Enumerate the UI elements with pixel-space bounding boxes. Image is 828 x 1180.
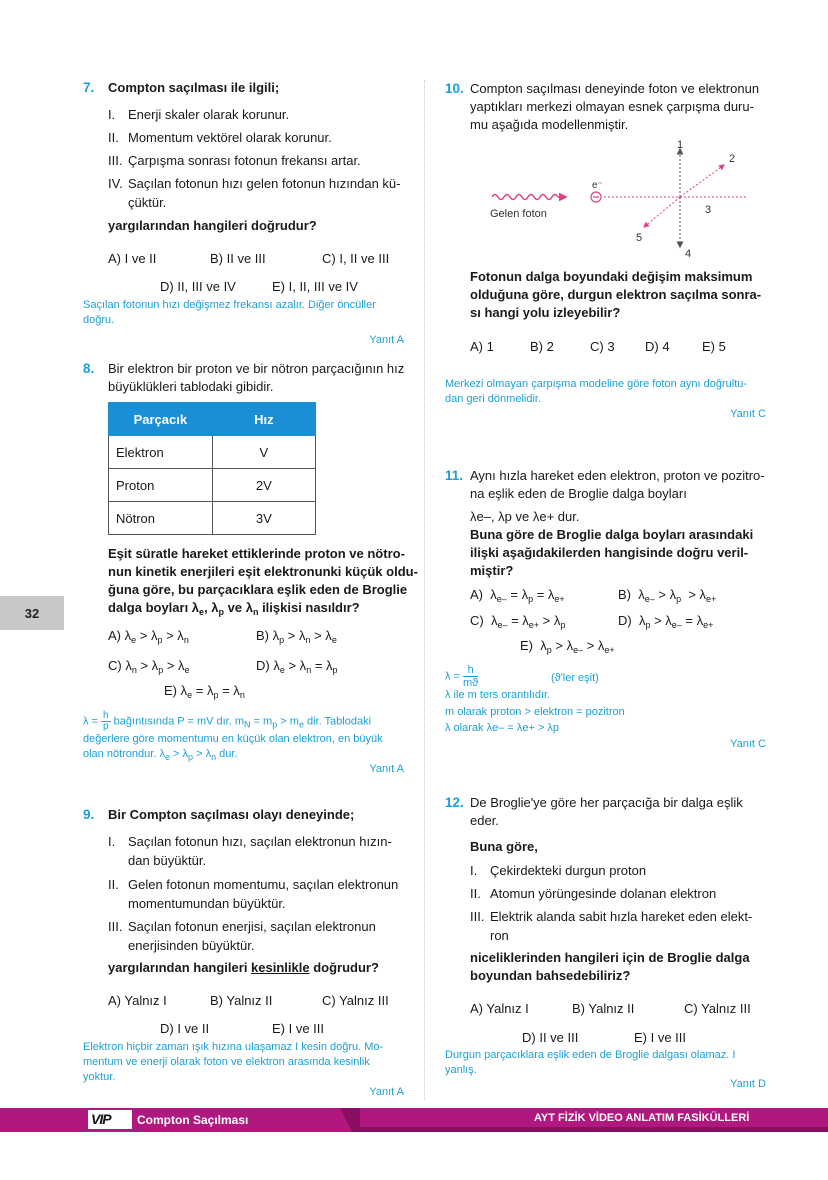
q9-solution-line-2: mentum ve enerji olarak foton ve elektron arasında kesinlik — [83, 1056, 370, 1068]
q11-solution-note: (ϑ'ler eşit) — [551, 672, 599, 684]
q8-stem-2: büyüklükleri tablodaki gibidir. — [108, 379, 274, 394]
page-number: 32 — [0, 596, 64, 630]
q10-answer: Yanıt C — [730, 408, 766, 420]
q8-option-a[interactable]: A) $\lambda_e > \lambda_p > \lambda_n$ — [108, 628, 189, 645]
column-divider — [424, 80, 425, 1100]
path-label-3: 3 — [705, 204, 712, 216]
q12-stem-1: De Broglie'ye göre her parçacığa bir dalga eşlik — [470, 795, 743, 810]
q11-option-b[interactable]: B) $\lambda_{e-} > \lambda_p > \lambda_{e+}$ — [618, 587, 717, 604]
q11-question-3: miştir? — [470, 563, 514, 578]
compton-collision-diagram — [480, 135, 770, 260]
q8-question-4: dalga boyları $\lambda_e$, $\lambda_p$ ve $\lambda_n$ ilişkisi nasıldır? — [108, 600, 360, 617]
path-label-5: 5 — [636, 232, 643, 244]
q10-solution-line-1: Merkezi olmayan çarpışma modeline göre foton aynı doğrultu- — [445, 378, 748, 390]
q12-option-e[interactable]: E) I ve III — [634, 1030, 687, 1045]
q10-stem-3: mu aşağıda modellenmiştir. — [470, 117, 629, 132]
q8-option-e[interactable]: E) $\lambda_e = \lambda_p = \lambda_n$ — [164, 683, 245, 700]
q7-solution-line-1: Saçılan fotonun hızı değişmez frekansı azalır. Diğer öncüller — [83, 299, 376, 311]
q11-solution-line-1: λ ile m ters orantılıdır. — [445, 689, 551, 701]
q12-option-d[interactable]: D) II ve III — [522, 1030, 579, 1045]
q8-solution-line-1: λ = $\frac{h}{p}$ bağıntısında P = mV dır. $m_N = m_p > m_e$ dir. Tablodaki — [83, 710, 372, 732]
q8-speed-table — [108, 402, 316, 535]
q12-solution-line-1: Durgun parçacıklara eşlik eden de Broglie dalgası olamaz. I — [445, 1049, 736, 1061]
q9-question: yargılarından hangileri kesinlikle doğrudur? — [108, 960, 379, 975]
q11-option-d[interactable]: D) $\lambda_p > \lambda_{e-} = \lambda_{e+}$ — [618, 613, 714, 630]
incoming-photon-wave — [492, 195, 558, 200]
q7-option-b[interactable]: B) II ve III — [210, 251, 266, 266]
q9-solution-line-1: Elektron hiçbir zaman ışık hızına ulaşamaz I kesin doğru. Mo- — [83, 1041, 384, 1053]
q9-item-2-cont: momentumundan büyüktür. — [128, 896, 286, 911]
q11-stem-1: Aynı hızla hareket eden elektron, proton ve pozitro- — [470, 468, 765, 483]
q7-solution-line-2: doğru. — [83, 314, 115, 326]
table-cell: V — [212, 436, 315, 469]
q7-item-4: IV. Saçılan fotonun hızı gelen fotonun hızından kü- — [108, 176, 401, 191]
q12-option-b[interactable]: B) Yalnız II — [572, 1001, 635, 1016]
q10-option-d[interactable]: D) 4 — [645, 339, 670, 354]
q10-stem-1: Compton saçılması deneyinde foton ve elektronun — [470, 81, 760, 96]
path-5-line — [644, 197, 680, 227]
q8-question-2: nun kinetik enerjileri eşit elektronunki küçük oldu- — [108, 564, 418, 579]
q11-option-e[interactable]: E) $\lambda_p > \lambda_{e-} > \lambda_{e+}$ — [520, 638, 615, 655]
q7-question: yargılarından hangileri doğrudur? — [108, 218, 317, 233]
footer-series: AYT FİZİK VİDEO ANLATIM FASİKÜLLERİ — [534, 1112, 750, 1124]
path-label-1: 1 — [677, 139, 684, 151]
q11-question-2: ilişki aşağıdakilerden hangisinde doğru veril- — [470, 545, 749, 560]
q12-item-1: I. Çekirdekteki durgun proton — [470, 863, 647, 878]
q11-solution-line-3: λ olarak λe– = λe+ > λp — [445, 722, 560, 734]
q8-option-d[interactable]: D) $\lambda_e > \lambda_n = \lambda_p$ — [256, 658, 338, 675]
q8-option-c[interactable]: C) $\lambda_n > \lambda_p > \lambda_e$ — [108, 658, 190, 675]
q11-answer: Yanıt C — [730, 738, 766, 750]
q7-option-a[interactable]: A) I ve II — [108, 251, 157, 266]
q12-option-c[interactable]: C) Yalnız III — [684, 1001, 751, 1016]
q10-option-b[interactable]: B) 2 — [530, 339, 554, 354]
q9-number: 9. — [83, 807, 95, 822]
incoming-photon-label: Gelen foton — [490, 208, 547, 220]
q9-option-b[interactable]: B) Yalnız II — [210, 993, 273, 1008]
q10-option-c[interactable]: C) 3 — [590, 339, 615, 354]
q10-solution-line-2: dan geri dönmelidir. — [445, 393, 542, 405]
table-header-particle: Parçacık — [109, 403, 213, 436]
q11-solution-line-2: m olarak proton > elektron = pozitron — [445, 706, 625, 718]
q9-item-3: III. Saçılan fotonun enerjisi, saçılan elektronun — [108, 919, 376, 934]
q10-stem-2: yaptıkları merkezi olmayan esnek çarpışma duru- — [470, 99, 754, 114]
q7-option-c[interactable]: C) I, II ve III — [322, 251, 390, 266]
q12-number: 12. — [445, 795, 464, 810]
q11-stem-2: na eşlik eden de Broglie dalga boyları — [470, 486, 687, 501]
q12-answer: Yanıt D — [730, 1078, 766, 1090]
q11-question-1: Buna göre de Broglie dalga boyları arasındaki — [470, 527, 754, 542]
q12-solution-line-2: yanlış. — [445, 1064, 477, 1076]
q7-item-3: III. Çarpışma sonrası fotonun frekansı artar. — [108, 153, 361, 168]
q7-answer: Yanıt A — [369, 334, 404, 346]
q11-solution-formula: λ = $\frac{h}{mϑ}$ — [445, 664, 479, 689]
q9-option-d[interactable]: D) I ve II — [160, 1021, 210, 1036]
table-cell: 2V — [212, 469, 315, 502]
q8-stem-1: Bir elektron bir proton ve bir nötron parçacığının hız — [108, 361, 405, 376]
q9-option-c[interactable]: C) Yalnız III — [322, 993, 389, 1008]
q12-item-2: II. Atomun yörüngesinde dolanan elektron — [470, 886, 717, 901]
q10-question-3: sı hangi yolu izleyebilir? — [470, 305, 621, 320]
q9-item-1-cont: dan büyüktür. — [128, 853, 207, 868]
q12-option-a[interactable]: A) Yalnız I — [470, 1001, 529, 1016]
q8-number: 8. — [83, 361, 95, 376]
q9-item-3-cont: enerjisinden büyüktür. — [128, 938, 255, 953]
q9-item-2: II. Gelen fotonun momentumu, saçılan elektronun — [108, 877, 399, 892]
q8-answer: Yanıt A — [369, 763, 404, 775]
q7-number: 7. — [83, 80, 95, 95]
q10-question-2: olduğuna göre, durgun elektron saçılma sonra- — [470, 287, 762, 302]
q10-option-e[interactable]: E) 5 — [702, 339, 726, 354]
q11-number: 11. — [445, 468, 464, 483]
q9-item-1: I. Saçılan fotonun hızı, saçılan elektronun hızın- — [108, 834, 392, 849]
q7-item-4-cont: çüktür. — [128, 195, 167, 210]
footer-brand-logo: VIP — [91, 1111, 111, 1127]
q12-lead: Buna göre, — [470, 839, 538, 854]
q12-item-3: III. Elektrik alanda sabit hızla hareket eden elekt- — [470, 909, 753, 924]
path-label-2: 2 — [729, 153, 736, 165]
table-header-speed: Hız — [212, 403, 315, 436]
q8-question-3: ğuna göre, bu parçacıklara eşlik eden de Broglie — [108, 582, 408, 597]
footer-thin-line — [360, 1127, 828, 1132]
q7-stem: Compton saçılması ile ilgili; — [108, 80, 280, 95]
electron-label: e⁻ — [592, 180, 603, 191]
q8-solution-line-2: değerlere göre momentumu en küçük olan elektron, en büyük — [83, 733, 383, 745]
q11-option-a[interactable]: A) $\lambda_{e-} = \lambda_p = \lambda_{e+}$ — [470, 587, 565, 604]
table-cell: 3V — [212, 502, 315, 535]
q9-option-e[interactable]: E) I ve III — [272, 1021, 325, 1036]
q9-answer: Yanıt A — [369, 1086, 404, 1098]
q9-stem: Bir Compton saçılması olayı deneyinde; — [108, 807, 355, 822]
q7-item-2: II. Momentum vektörel olarak korunur. — [108, 130, 332, 145]
q11-option-c[interactable]: C) $\lambda_{e-} = \lambda_{e+} > \lambda_p$ — [470, 613, 566, 630]
table-row — [109, 469, 316, 502]
q9-solution-line-3: yoktur. — [83, 1071, 116, 1083]
q12-item-3-cont: ron — [490, 928, 509, 943]
q12-question-1: niceliklerinden hangileri için de Broglie dalga — [470, 950, 750, 965]
q12-stem-2: eder. — [470, 813, 499, 828]
table-row — [109, 502, 316, 535]
q11-stem-3: λe–, λp ve λe+ dur. — [470, 509, 580, 524]
q7-option-d[interactable]: D) II, III ve IV — [160, 279, 236, 294]
path-2-line — [680, 165, 724, 197]
q7-item-1: I. Enerji skaler olarak korunur. — [108, 107, 290, 122]
table-row — [109, 436, 316, 469]
q8-solution-line-3: olan nötrondur. $\lambda_e > \lambda_p > \lambda_n$ dur. — [83, 748, 238, 762]
table-cell: Nötron — [109, 502, 213, 535]
q8-option-b[interactable]: B) $\lambda_p > \lambda_n > \lambda_e$ — [256, 628, 337, 645]
q8-question-1: Eşit süratle hareket ettiklerinde proton ve nötro- — [108, 546, 405, 561]
q7-option-e[interactable]: E) I, II, III ve IV — [272, 279, 358, 294]
q9-option-a[interactable]: A) Yalnız I — [108, 993, 167, 1008]
footer-topic: Compton Saçılması — [137, 1113, 249, 1127]
table-cell: Elektron — [109, 436, 213, 469]
q10-question-1: Fotonun dalga boyundaki değişim maksimum — [470, 269, 753, 284]
path-label-4: 4 — [685, 248, 692, 260]
q12-question-2: boyundan bahsedebiliriz? — [470, 968, 631, 983]
table-cell: Proton — [109, 469, 213, 502]
q10-number: 10. — [445, 81, 464, 96]
q10-option-a[interactable]: A) 1 — [470, 339, 494, 354]
